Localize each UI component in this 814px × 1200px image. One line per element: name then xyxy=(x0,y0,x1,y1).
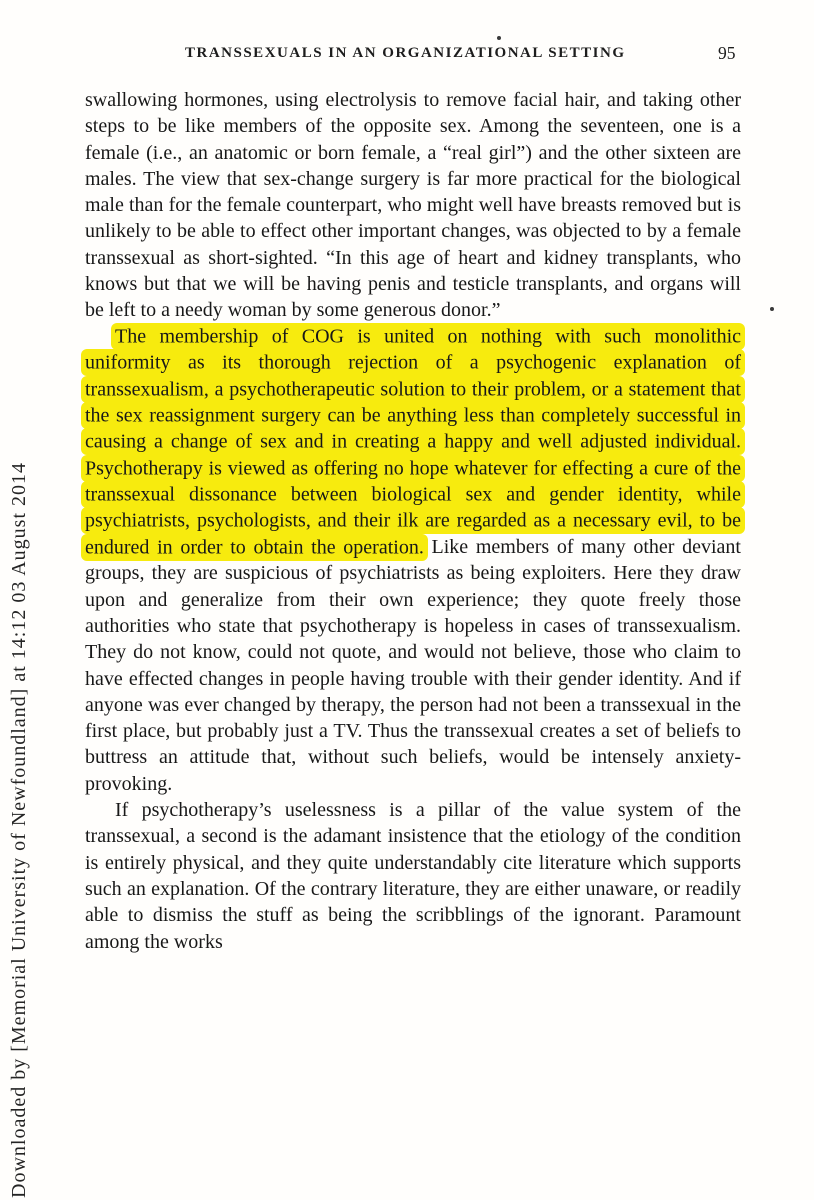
running-title: TRANSSEXUALS IN AN ORGANIZATIONAL SETTING xyxy=(185,45,626,61)
paragraph: If psychotherapy’s uselessness is a pillar of the value system of the transsexual, a second is the adamant insistence that the etiology of the condition is entirely physical, and they quite understandably cite literature which supports such an explanation. Of the contrary literature, they are either unaware, or readily able to dismiss the stuff as being the scribblings of the ignorant. Paramount among the works xyxy=(85,799,741,953)
highlighted-passage: The membership of COG is united on nothing with such monolithic uniformity as its thorough rejection of a psychogenic explanation of transsexualism, a psychotherapeutic solution to their problem, or a statement that the sex reassignment surgery can be anything less than completely successful in causing a change of sex and in creating a happy and well adjusted individual. Psychotherapy is viewed as offering no hope whatever for effecting a cure of the transsexual dissonance between biological sex and gender identity, while psychiatrists, psychologists, and their ilk are regarded as a necessary evil, to be endured in order to obtain the operation. xyxy=(81,323,745,560)
paragraph-with-highlight xyxy=(85,324,741,797)
paragraph-continuation-from-previous-page: swallowing hormones, using electrolysis to remove facial hair, and taking other steps to be like members of the opposite sex. Among the seventeen, one is a female (i.e., an anatomic or born female, a “real girl”) and the other sixteen are males. The view that sex-change surgery is far more practical for the biological male than for the female counterpart, who might well have breasts removed but is unlikely to be able to effect other important changes, was objected to by a female transsexual as short-sighted. “In this age of heart and kidney transplants, who knows but that we will be having penis and testicle transplants, and organs will be left to a needy woman by some generous donor.” xyxy=(85,89,741,322)
page-body xyxy=(85,87,741,955)
download-watermark: Downloaded by [Memorial University of Newfoundland] at 14:12 03 August 2014 xyxy=(8,461,30,1198)
scan-speck xyxy=(497,36,501,40)
scan-speck xyxy=(770,307,774,311)
paragraph-unhighlighted-continuation: Like members of many other deviant groups, they are suspicious of psychiatrists as being exploiters. Here they draw upon and generalize from their own experience; they quote freely those authorities who state that psychotherapy is hopeless in cases of transsexualism. They do not know, could not quote, and would not believe, those who claim to have effected changes in people having trouble with their gender identity. And if anyone was ever changed by therapy, the person had not been a transsexual in the first place, but probably just a TV. Thus the transsexual creates a set of beliefs to buttress an attitude that, without such beliefs, would be intensely anxiety-provoking. xyxy=(85,536,741,795)
page-number: 95 xyxy=(718,43,736,63)
